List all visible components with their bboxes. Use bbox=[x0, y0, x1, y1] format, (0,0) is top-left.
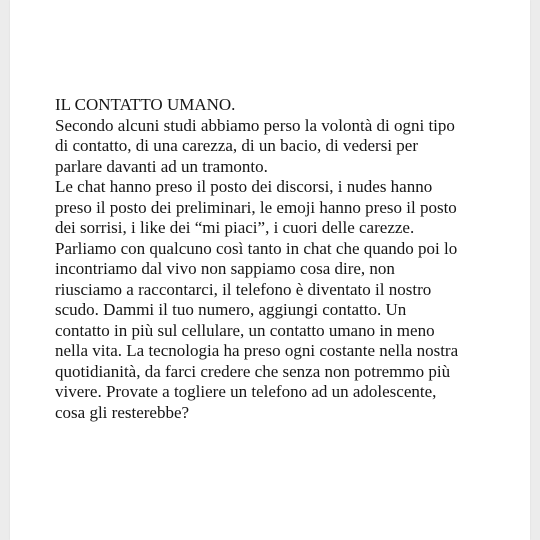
text-line: Secondo alcuni studi abbiamo perso la volontà di ogni tipo bbox=[55, 115, 455, 135]
text-line: cosa gli resterebbe? bbox=[55, 402, 190, 422]
text-line: dei sorrisi, i like dei “mi piaci”, i cuori delle carezze. bbox=[55, 218, 415, 237]
text-line: parlare davanti ad un tramonto. bbox=[55, 156, 268, 176]
text-line: incontriamo dal vivo non sappiamo cosa dire, non bbox=[55, 259, 395, 278]
text-line: preso il posto dei preliminari, le emoji hanno preso il posto bbox=[55, 197, 457, 217]
text-line: Le chat hanno preso il posto dei discorsi, i nudes hanno bbox=[55, 177, 433, 196]
text-line: quotidianità, da farci credere che senza non potremmo più bbox=[55, 361, 451, 381]
text-line: contatto in più sul cellulare, un contatto umano in meno bbox=[55, 320, 435, 340]
document-page bbox=[10, 0, 530, 540]
text-line: scudo. Dammi il tuo numero, aggiungi contatto. Un bbox=[55, 300, 407, 319]
text-line: vivere. Provate a togliere un telefono ad un adolescente, bbox=[55, 382, 437, 401]
text-line: di contatto, di una carezza, di un bacio, di vedersi per bbox=[55, 136, 418, 155]
text-line: Parliamo con qualcuno così tanto in chat che quando poi lo bbox=[55, 238, 458, 258]
document-title: IL CONTATTO UMANO. bbox=[55, 95, 236, 114]
text-line: riusciamo a raccontarci, il telefono è diventato il nostro bbox=[55, 279, 432, 299]
document-text bbox=[55, 95, 515, 423]
text-line: nella vita. La tecnologia ha preso ogni costante nella nostra bbox=[55, 341, 459, 360]
